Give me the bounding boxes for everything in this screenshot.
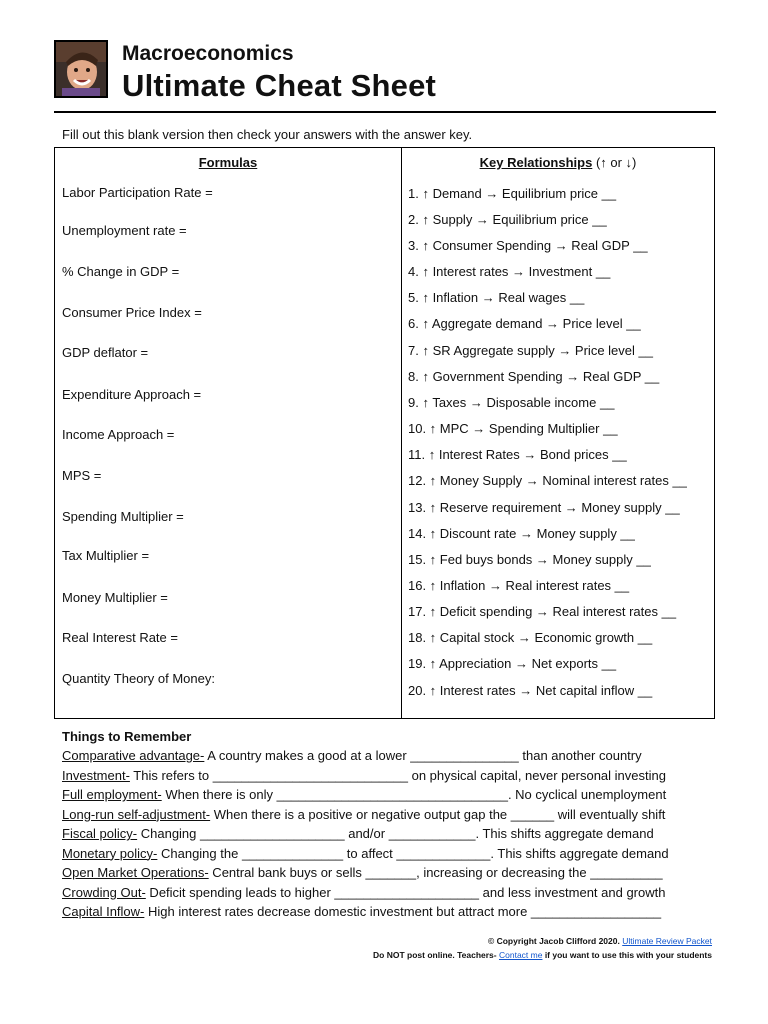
remember-text: Changing the ______________ to affect _____________. This shifts aggregate demand: [157, 845, 669, 861]
remember-term: Fiscal policy-: [62, 826, 138, 841]
remember-text: Deficit spending leads to higher ____________________ and less investment and growth: [145, 884, 666, 900]
ultimate-review-packet-link[interactable]: Ultimate Review Packet: [622, 936, 712, 946]
relationship-item: 11. ↑ Interest Rates → Bond prices __: [408, 447, 627, 462]
author-photo-image: [56, 42, 106, 96]
remember-term: Capital Inflow-: [62, 904, 145, 919]
relationship-item: 12. ↑ Money Supply → Nominal interest rates __: [408, 473, 687, 488]
remember-item: [62, 844, 712, 864]
formula-item: Quantity Theory of Money:: [62, 671, 215, 686]
formula-item: Expenditure Approach =: [62, 387, 202, 402]
copyright-line: [488, 936, 712, 946]
header-divider: [54, 111, 716, 113]
relationship-item: 3. ↑ Consumer Spending → Real GDP __: [408, 238, 648, 253]
things-to-remember-title: Things to Remember: [62, 729, 192, 744]
relationship-item: 6. ↑ Aggregate demand → Price level __: [408, 316, 641, 331]
formulas-heading: [55, 155, 401, 170]
remember-term: Comparative advantage-: [62, 748, 205, 763]
instructions-text: Fill out this blank version then check your answers with the answer key.: [62, 127, 473, 142]
relationships-heading-label: Key Relationships: [479, 155, 593, 170]
remember-text: When there is only ________________________________. No cyclical unemployment: [161, 787, 667, 802]
formula-item: GDP deflator =: [62, 345, 149, 360]
usage-warning-text: Do NOT post online. Teachers-: [373, 950, 497, 960]
formula-item: Consumer Price Index =: [62, 305, 202, 320]
relationship-item: 19. ↑ Appreciation → Net exports __: [408, 656, 617, 671]
remember-item: [62, 824, 712, 844]
relationship-item: 2. ↑ Supply → Equilibrium price __: [408, 212, 607, 227]
formula-item: Labor Participation Rate =: [62, 185, 213, 200]
formulas-column: [55, 148, 401, 718]
contact-me-link[interactable]: Contact me: [498, 950, 543, 960]
things-to-remember-section: [62, 729, 712, 922]
relationship-item: 4. ↑ Interest rates → Investment __: [408, 264, 611, 279]
relationship-item: 10. ↑ MPC → Spending Multiplier __: [408, 421, 618, 436]
remember-item: [62, 902, 712, 922]
author-photo: [54, 40, 108, 98]
remember-term: Open Market Operations-: [62, 865, 209, 880]
relationship-item: 7. ↑ SR Aggregate supply → Price level __: [408, 343, 653, 358]
relationship-item: 14. ↑ Discount rate → Money supply __: [408, 526, 635, 541]
remember-item: [62, 766, 712, 786]
usage-warning-line: [373, 950, 712, 960]
relationship-item: 17. ↑ Deficit spending → Real interest rates __: [408, 604, 677, 619]
remember-term: Full employment-: [62, 787, 162, 802]
remember-item: [62, 785, 712, 805]
remember-text: Changing ____________________ and/or ____________. This shifts aggregate demand: [137, 826, 654, 841]
relationship-item: 13. ↑ Reserve requirement → Money supply __: [408, 500, 680, 515]
formulas-heading-label: Formulas: [198, 155, 258, 170]
relationships-column: [402, 148, 714, 718]
relationship-item: 15. ↑ Fed buys bonds → Money supply __: [408, 552, 651, 567]
formula-item: % Change in GDP =: [62, 264, 180, 279]
remember-term: Long-run self-adjustment-: [62, 806, 211, 822]
remember-term: Crowding Out-: [62, 884, 146, 900]
remember-text: Central bank buys or sells _______, increasing or decreasing the __________: [208, 865, 663, 880]
relationship-item: 5. ↑ Inflation → Real wages __: [408, 290, 585, 305]
remember-term: Monetary policy-: [62, 845, 158, 861]
formula-item: Spending Multiplier =: [62, 509, 184, 524]
formula-item: Unemployment rate =: [62, 223, 187, 238]
relationship-item: 18. ↑ Capital stock → Economic growth __: [408, 630, 653, 645]
relationship-item: 9. ↑ Taxes → Disposable income __: [408, 395, 615, 410]
formula-item: Real Interest Rate =: [62, 630, 178, 645]
remember-item: [62, 863, 712, 883]
relationships-heading: [402, 155, 714, 170]
page-title: Ultimate Cheat Sheet: [122, 68, 437, 103]
copyright-text: © Copyright Jacob Clifford 2020.: [487, 936, 620, 946]
remember-term: Investment-: [62, 767, 130, 783]
cheat-sheet-table: [54, 147, 715, 719]
relationship-item: 1. ↑ Demand → Equilibrium price __: [408, 186, 617, 201]
formula-item: Tax Multiplier =: [62, 548, 150, 563]
relationship-item: 20. ↑ Interest rates → Net capital inflow __: [408, 683, 653, 698]
header: [54, 40, 714, 103]
relationships-heading-note: (↑ or ↓): [595, 155, 637, 170]
remember-item: [62, 805, 712, 825]
formula-item: Money Multiplier =: [62, 590, 168, 605]
relationship-item: 8. ↑ Government Spending → Real GDP __: [408, 369, 660, 384]
remember-text: A country makes a good at a lower _______________ than another country: [204, 748, 642, 763]
subject-title: Macroeconomics: [122, 42, 294, 65]
remember-item: [62, 746, 712, 766]
relationship-item: 16. ↑ Inflation → Real interest rates __: [408, 578, 630, 593]
formula-item: MPS =: [62, 468, 102, 483]
remember-text: High interest rates decrease domestic investment but attract more __________________: [144, 904, 662, 919]
remember-text: This refers to ___________________________ on physical capital, never personal investing: [129, 767, 666, 783]
usage-warning-end: if you want to use this with your students: [542, 950, 712, 960]
remember-item: [62, 883, 712, 903]
formula-item: Income Approach =: [62, 427, 175, 442]
remember-text: When there is a positive or negative output gap the ______ will eventually shift: [210, 806, 666, 822]
